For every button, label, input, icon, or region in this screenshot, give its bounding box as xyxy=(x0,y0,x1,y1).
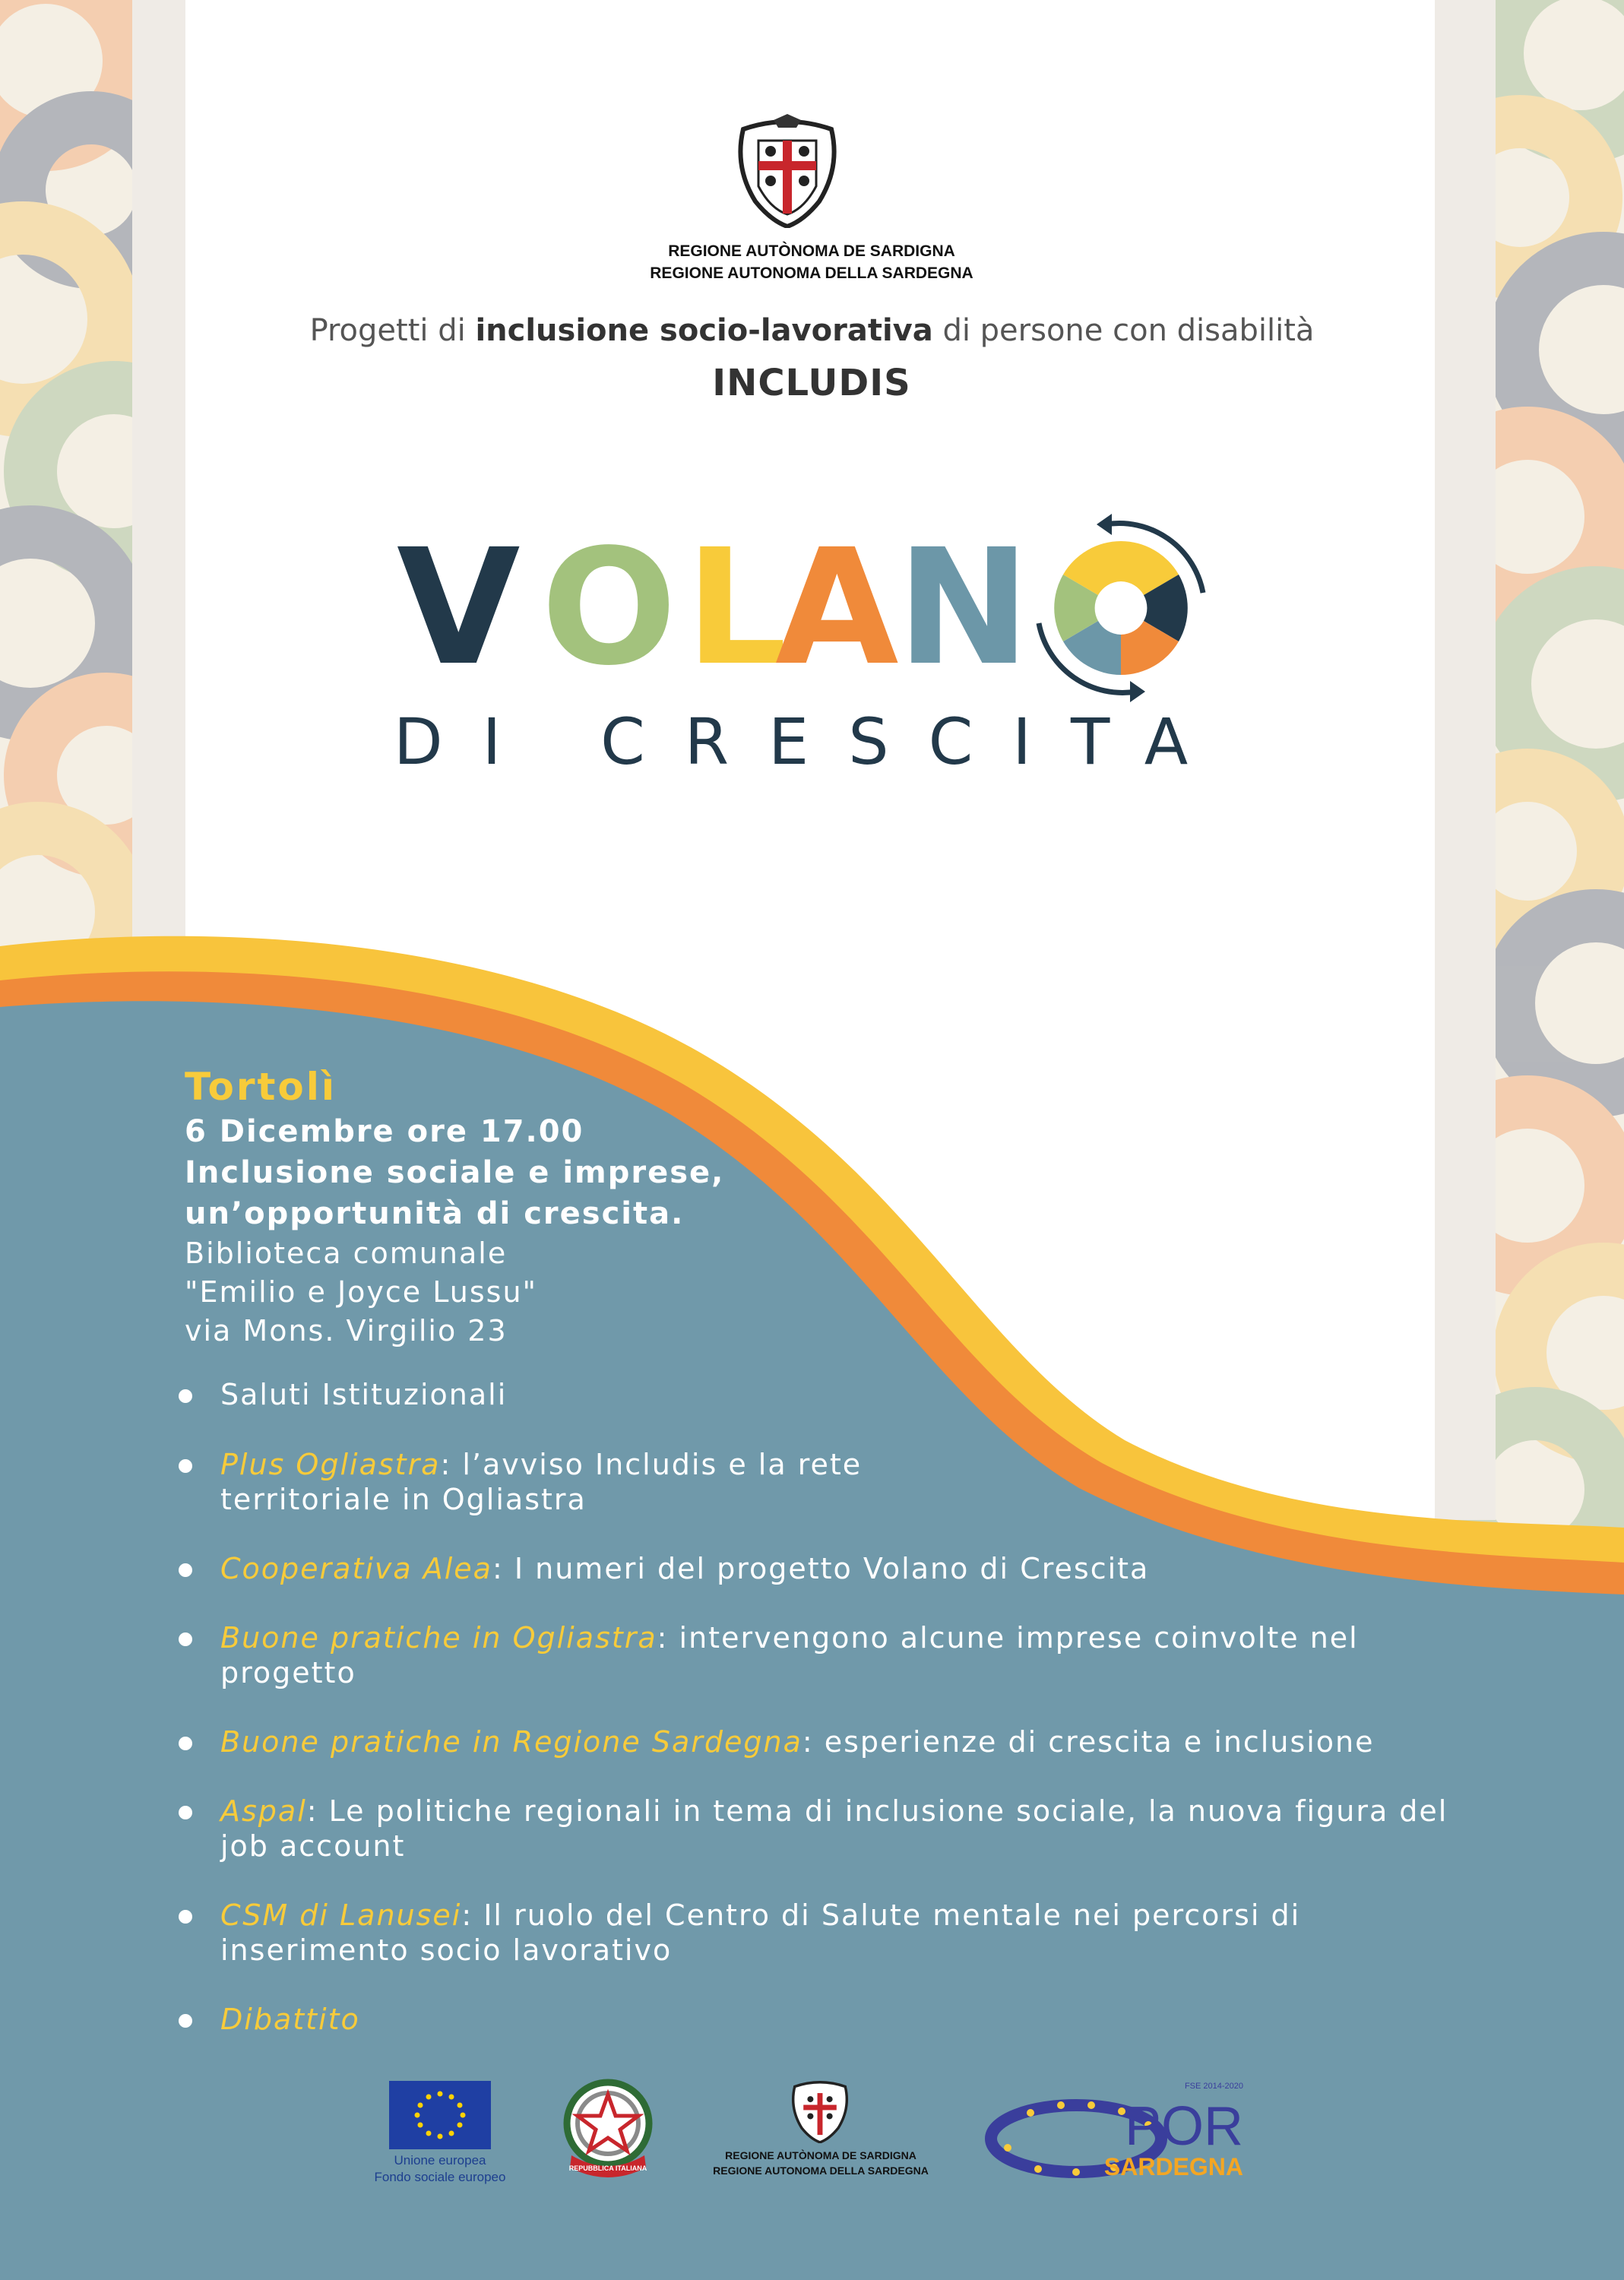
venue-line-3: via Mons. Virgilio 23 xyxy=(185,1314,508,1347)
agenda-item: Buone pratiche in Ogliastra: intervengono alcune imprese coinvolte nel progetto xyxy=(176,1620,1359,1690)
region-name xyxy=(508,240,1116,284)
logo-letter-a: A xyxy=(775,515,899,701)
agenda-item: CSM di Lanusei: Il ruolo del Centro di Salute mentale nei percorsi di inserimento socio lavorativo xyxy=(176,1898,1300,1968)
bullet-icon xyxy=(179,2014,192,2028)
region-line-2: REGIONE AUTONOMA DELLA SARDEGNA xyxy=(650,264,973,282)
svg-text:POR: POR xyxy=(1124,2096,1243,2157)
region-name-footer: REGIONE AUTÒNOMA DE SARDIGNA REGIONE AUTONOMA DELLA SARDEGNA xyxy=(713,2149,929,2177)
venue-line-2: "Emilio e Joyce Lussu" xyxy=(185,1275,538,1309)
bullet-icon xyxy=(179,1737,192,1750)
italian-republic-emblem-icon xyxy=(561,2076,655,2181)
bullet-icon xyxy=(179,1459,192,1473)
sardinia-crest-small-icon xyxy=(786,2078,854,2143)
event-date: 6 Dicembre ore 17.00 xyxy=(185,1114,584,1149)
program-name: INCLUDIS xyxy=(712,362,911,404)
eu-flag-icon xyxy=(389,2081,491,2149)
por-sardegna-logo xyxy=(985,2078,1258,2187)
agenda-item: Buone pratiche in Regione Sardegna: esperienze di crescita e inclusione xyxy=(176,1724,1375,1759)
svg-text:FSE 2014-2020: FSE 2014-2020 xyxy=(1184,2082,1243,2091)
event-details xyxy=(185,1062,869,1351)
bullet-icon xyxy=(179,1806,192,1819)
agenda-item: Aspal: Le politiche regionali in tema di inclusione sociale, la nuova figura del job account xyxy=(176,1794,1448,1864)
region-line-1: REGIONE AUTÒNOMA DE SARDIGNA xyxy=(668,242,955,260)
bullet-icon xyxy=(179,1563,192,1577)
volano-di-crescita-logo xyxy=(380,494,1254,783)
logo-letter-l: L xyxy=(685,515,787,701)
cycle-icon xyxy=(1039,514,1203,702)
agenda-item: Dibattito xyxy=(176,2002,360,2037)
logo-tagline: DI CRESCITA xyxy=(394,705,1228,779)
svg-text:REPUBBLICA ITALIANA: REPUBBLICA ITALIANA xyxy=(568,2164,647,2172)
bullet-icon xyxy=(179,1389,192,1403)
logo-letter-v: V xyxy=(397,515,521,701)
event-city: Tortolì xyxy=(185,1065,337,1109)
venue-line-1: Biblioteca comunale xyxy=(185,1237,508,1270)
eu-caption: Unione europea Fondo sociale europeo xyxy=(374,2153,506,2184)
sardinia-crest-icon xyxy=(728,114,847,228)
event-title-line-1: Inclusione sociale e imprese, xyxy=(185,1155,725,1190)
logo-letter-o: O xyxy=(541,515,677,701)
agenda-item: Cooperativa Alea: I numeri del progetto Volano di Crescita xyxy=(176,1551,1149,1586)
bullet-icon xyxy=(179,1632,192,1646)
bullet-icon xyxy=(179,1910,192,1924)
svg-text:SARDEGNA: SARDEGNA xyxy=(1103,2153,1243,2180)
logo-letter-n: N xyxy=(897,515,1030,701)
agenda-item: Saluti Istituzionali xyxy=(176,1377,507,1412)
event-title-line-2: un’opportunità di crescita. xyxy=(185,1196,685,1231)
agenda-item: Plus Ogliastra: l’avviso Includis e la rete territoriale in Ogliastra xyxy=(176,1447,862,1517)
project-subtitle: Progetti di inclusione socio-lavorativa di persone con disabilità xyxy=(309,313,1315,348)
